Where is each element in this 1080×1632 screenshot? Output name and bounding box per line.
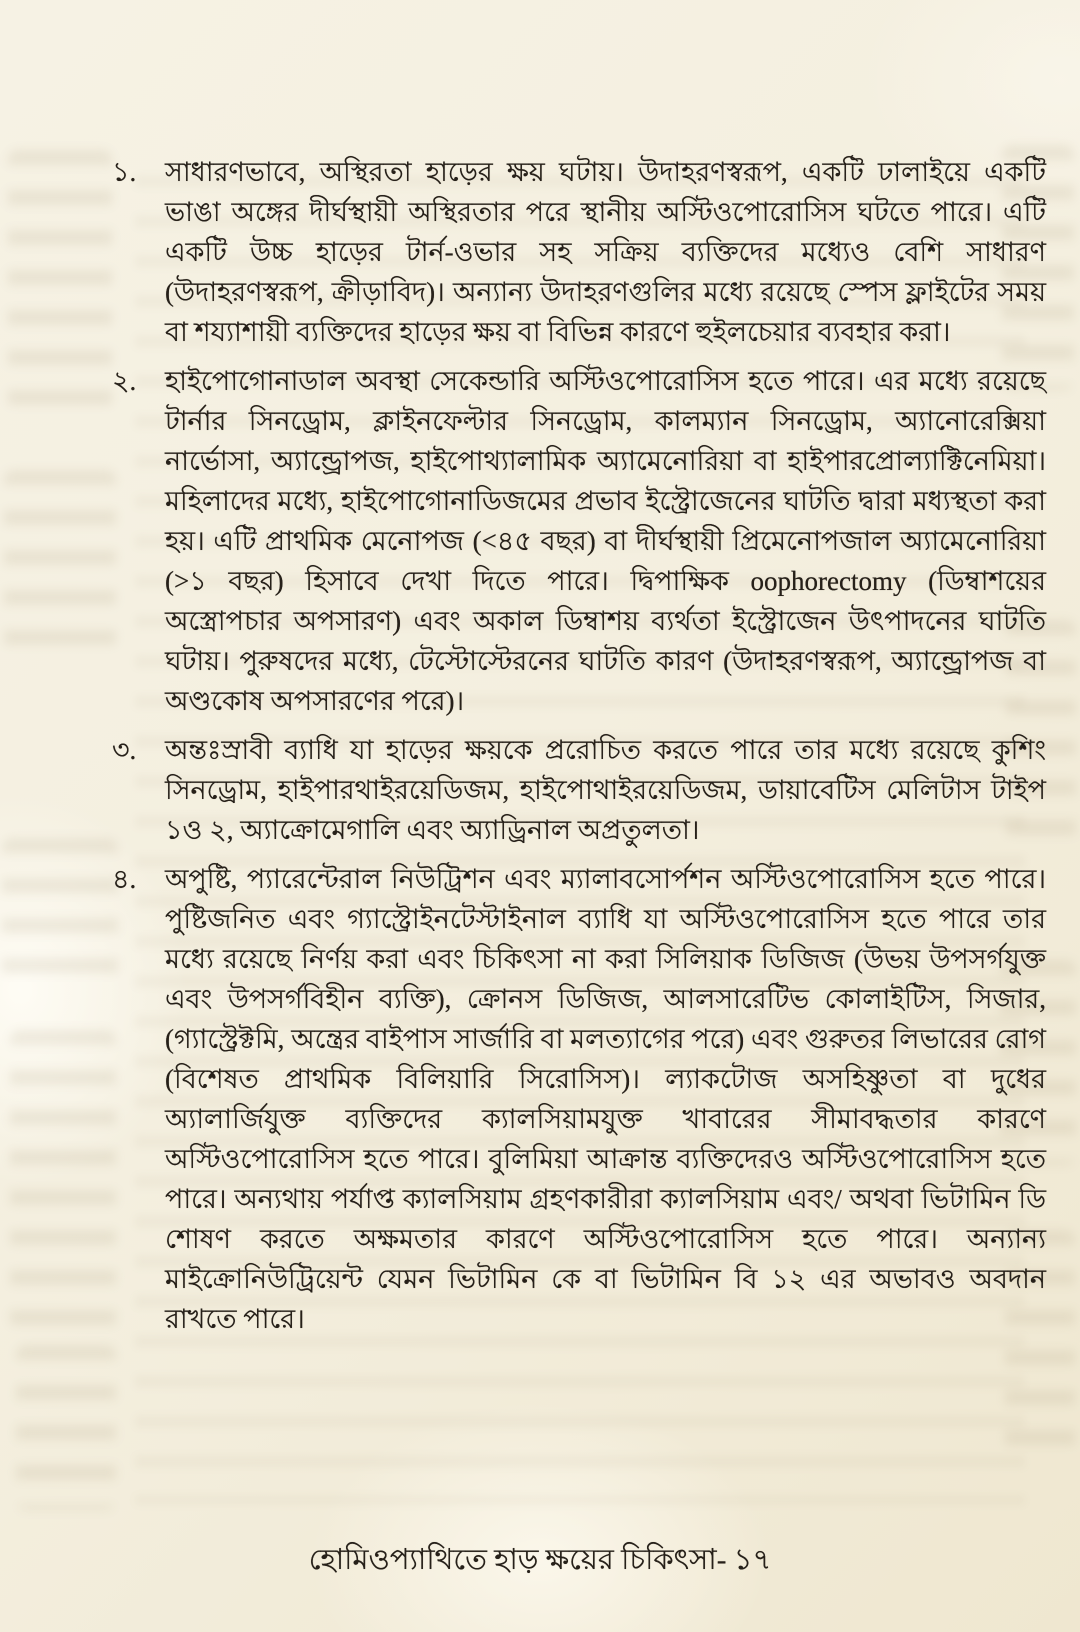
list-item-text: অপুষ্টি, প্যারেন্টেরাল নিউট্রিশন এবং ম্যালাবসোর্পশন অস্টিওপোরোসিস হতে পারে। পুষ্টিজনিত এবং গ্যাস্ট্রোইনটেস্টাইনাল ব্যাধি যা অস্টিওপোরোসিস হতে পারে তার মধ্যে রয়েছে নির্ণয় করা এবং চিকিৎসা না করা সিলিয়াক ডিজিজ (উভয় উপসর্গযুক্ত এবং উপসর্গবিহীন ব্যক্তি), ক্রোনস ডিজিজ, আলসারেটিভ কোলাইটিস, সিজার, (গ্যাস্ট্রেক্টমি, অন্ত্রের বাইপাস সার্জারি বা মলত্যাগের পরে) এবং গুরুতর লিভারের রোগ (বিশেষত প্রাথমিক বিলিয়ারি সিরোসিস)। ল্যাকটোজ অসহিষ্ণুতা বা দুধের অ্যালার্জিযুক্ত ব্যক্তিদের ক্যালসিয়ামযুক্ত খাবারের সীমাবদ্ধতার কারণে অস্টিওপোরোসিস হতে পারে। বুলিমিয়া আক্রান্ত ব্যক্তিদেরও অস্টিওপোরোসিস হতে পারে। অন্যথায় পর্যাপ্ত ক্যালসিয়াম গ্রহণকারীরা ক্যালসিয়াম এবং/ অথবা ভিটামিন ডি শোষণ করতে অক্ষমতার কারণে অস্টিওপোরোসিস হতে পারে। অন্যান্য মাইক্রোনিউট্রিয়েন্ট যেমন ভিটামিন কে বা ভিটামিন বি ১২ এর অভাবও অবদান রাখতে পারে। [165, 864, 1046, 1334]
page-footer [0, 1537, 1080, 1586]
list-item-text: হাইপোগোনাডাল অবস্থা সেকেন্ডারি অস্টিওপোরোসিস হতে পারে। এর মধ্যে রয়েছে টার্নার সিনড্রোম, ক্লাইনফেল্টার সিনড্রোম, কালম্যান সিনড্রোম, অ্যানোরেক্সিয়া নার্ভোসা, অ্যান্ড্রোপজ, হাইপোথ্যালামিক অ্যামেনোরিয়া বা হাইপারপ্রোল্যাক্টিনেমিয়া। মহিলাদের মধ্যে, হাইপোগোনাডিজমের প্রভাব ইস্ট্রোজেনের ঘাটতি দ্বারা মধ্যস্থতা করা হয়। এটি প্রাথমিক মেনোপজ (<৪৫ বছর) বা দীর্ঘস্থায়ী প্রিমেনোপজাল অ্যামেনোরিয়া (>১ বছর) হিসাবে দেখা দিতে পারে। দ্বিপাক্ষিক oophorectomy (ডিম্বাশয়ের অস্ত্রোপচার অপসারণ) এবং অকাল ডিম্বাশয় ব্যর্থতা ইস্ট্রোজেন উৎপাদনের ঘাটতি ঘটায়। পুরুষদের মধ্যে, টেস্টোস্টেরনের ঘাটতি কারণ (উদাহরণস্বরূপ, অ্যান্ড্রোপজ বা অণ্ডকোষ অপসারণের পরে)। [165, 366, 1046, 716]
list-item [112, 152, 1046, 352]
bleed-through-smudge [8, 150, 112, 410]
list-item-number: ১. [112, 157, 137, 187]
list-item-text: অন্তঃস্রাবী ব্যাধি যা হাড়ের ক্ষয়কে প্ররোচিত করতে পারে তার মধ্যে রয়েছে কুশিং সিনড্রোম, হাইপারথাইরয়েডিজম, হাইপোথাইরয়েডিজম, ডায়াবেটিস মেলিটাস টাইপ ১ও ২, অ্যাক্রোমেগালি এবং অ্যাড্রিনাল অপ্রতুলতা। [165, 735, 1046, 845]
bleed-through-smudge [10, 1030, 116, 1330]
list-item [112, 859, 1046, 1339]
list-item [112, 361, 1046, 721]
footer-title: হোমিওপ্যাথিতে হাড় ক্ষয়ের চিকিৎসা- ১৭ [308, 1544, 772, 1576]
bleed-through-smudge [16, 1345, 116, 1510]
list-item-number: ২. [112, 366, 137, 396]
list-item-number: ৪. [112, 864, 137, 894]
bleed-through-smudge [4, 470, 116, 650]
list-item [112, 730, 1046, 850]
list-item-text: সাধারণভাবে, অস্থিরতা হাড়ের ক্ষয় ঘটায়। উদাহরণস্বরূপ, একটি ঢালাইয়ে একটি ভাঙা অঙ্গের দীর্ঘস্থায়ী অস্থিরতার পরে স্থানীয় অস্টিওপোরোসিস ঘটতে পারে। এটি একটি উচ্চ হাড়ের টার্ন-ওভার সহ সক্রিয় ব্যক্তিদের মধ্যেও বেশি সাধারণ (উদাহরণস্বরূপ, ক্রীড়াবিদ)। অন্যান্য উদাহরণগুলির মধ্যে রয়েছে স্পেস ফ্লাইটের সময় বা শয্যাশায়ী ব্যক্তিদের হাড়ের ক্ষয় বা বিভিন্ন কারণে হুইলচেয়ার ব্যবহার করা। [165, 157, 1046, 347]
list-item-number: ৩. [112, 735, 137, 765]
numbered-list [112, 152, 1046, 1348]
bleed-through-smudge [2, 838, 118, 998]
